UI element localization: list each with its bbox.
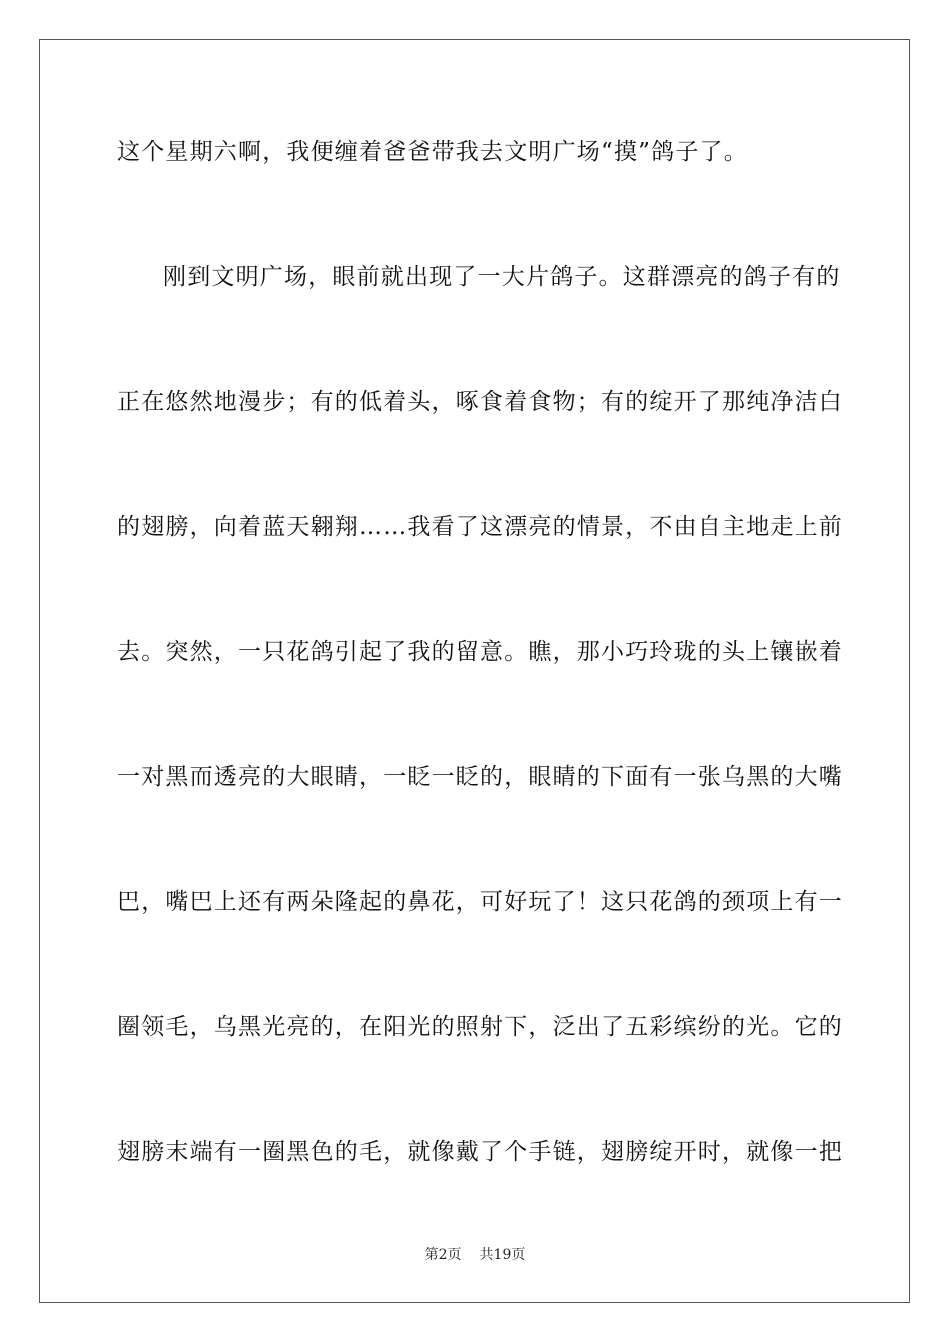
- paragraph-line: 一对黑而透亮的大眼睛，一眨一眨的，眼睛的下面有一张乌黑的大嘴: [117, 764, 843, 790]
- page-footer: [0, 1244, 950, 1264]
- paragraph-line: 巴，嘴巴上还有两朵隆起的鼻花，可好玩了！这只花鸽的颈项上有一: [117, 889, 843, 915]
- paragraph-line: 刚到文明广场，眼前就出现了一大片鸽子。这群漂亮的鸽子有的: [163, 264, 841, 290]
- paragraph-line: 去。突然，一只花鸽引起了我的留意。瞧，那小巧玲珑的头上镶嵌着: [117, 639, 843, 665]
- paragraph-line: 翅膀末端有一圈黑色的毛，就像戴了个手链，翅膀绽开时，就像一把: [117, 1139, 843, 1165]
- paragraph-line: 圈领毛，乌黑光亮的，在阳光的照射下，泛出了五彩缤纷的光。它的: [117, 1014, 843, 1040]
- total-pages: 共19页: [479, 1247, 526, 1263]
- paragraph-line: 的翅膀，向着蓝天翱翔……我看了这漂亮的情景，不由自主地走上前: [117, 514, 843, 540]
- page-number: 第2页: [424, 1247, 462, 1263]
- paragraph-line: 正在悠然地漫步；有的低着头，啄食着食物；有的绽开了那纯净洁白: [117, 389, 843, 415]
- paragraph-line: 这个星期六啊，我便缠着爸爸带我去文明广场“摸”鸽子了。: [117, 139, 748, 165]
- document-body: [117, 127, 843, 1252]
